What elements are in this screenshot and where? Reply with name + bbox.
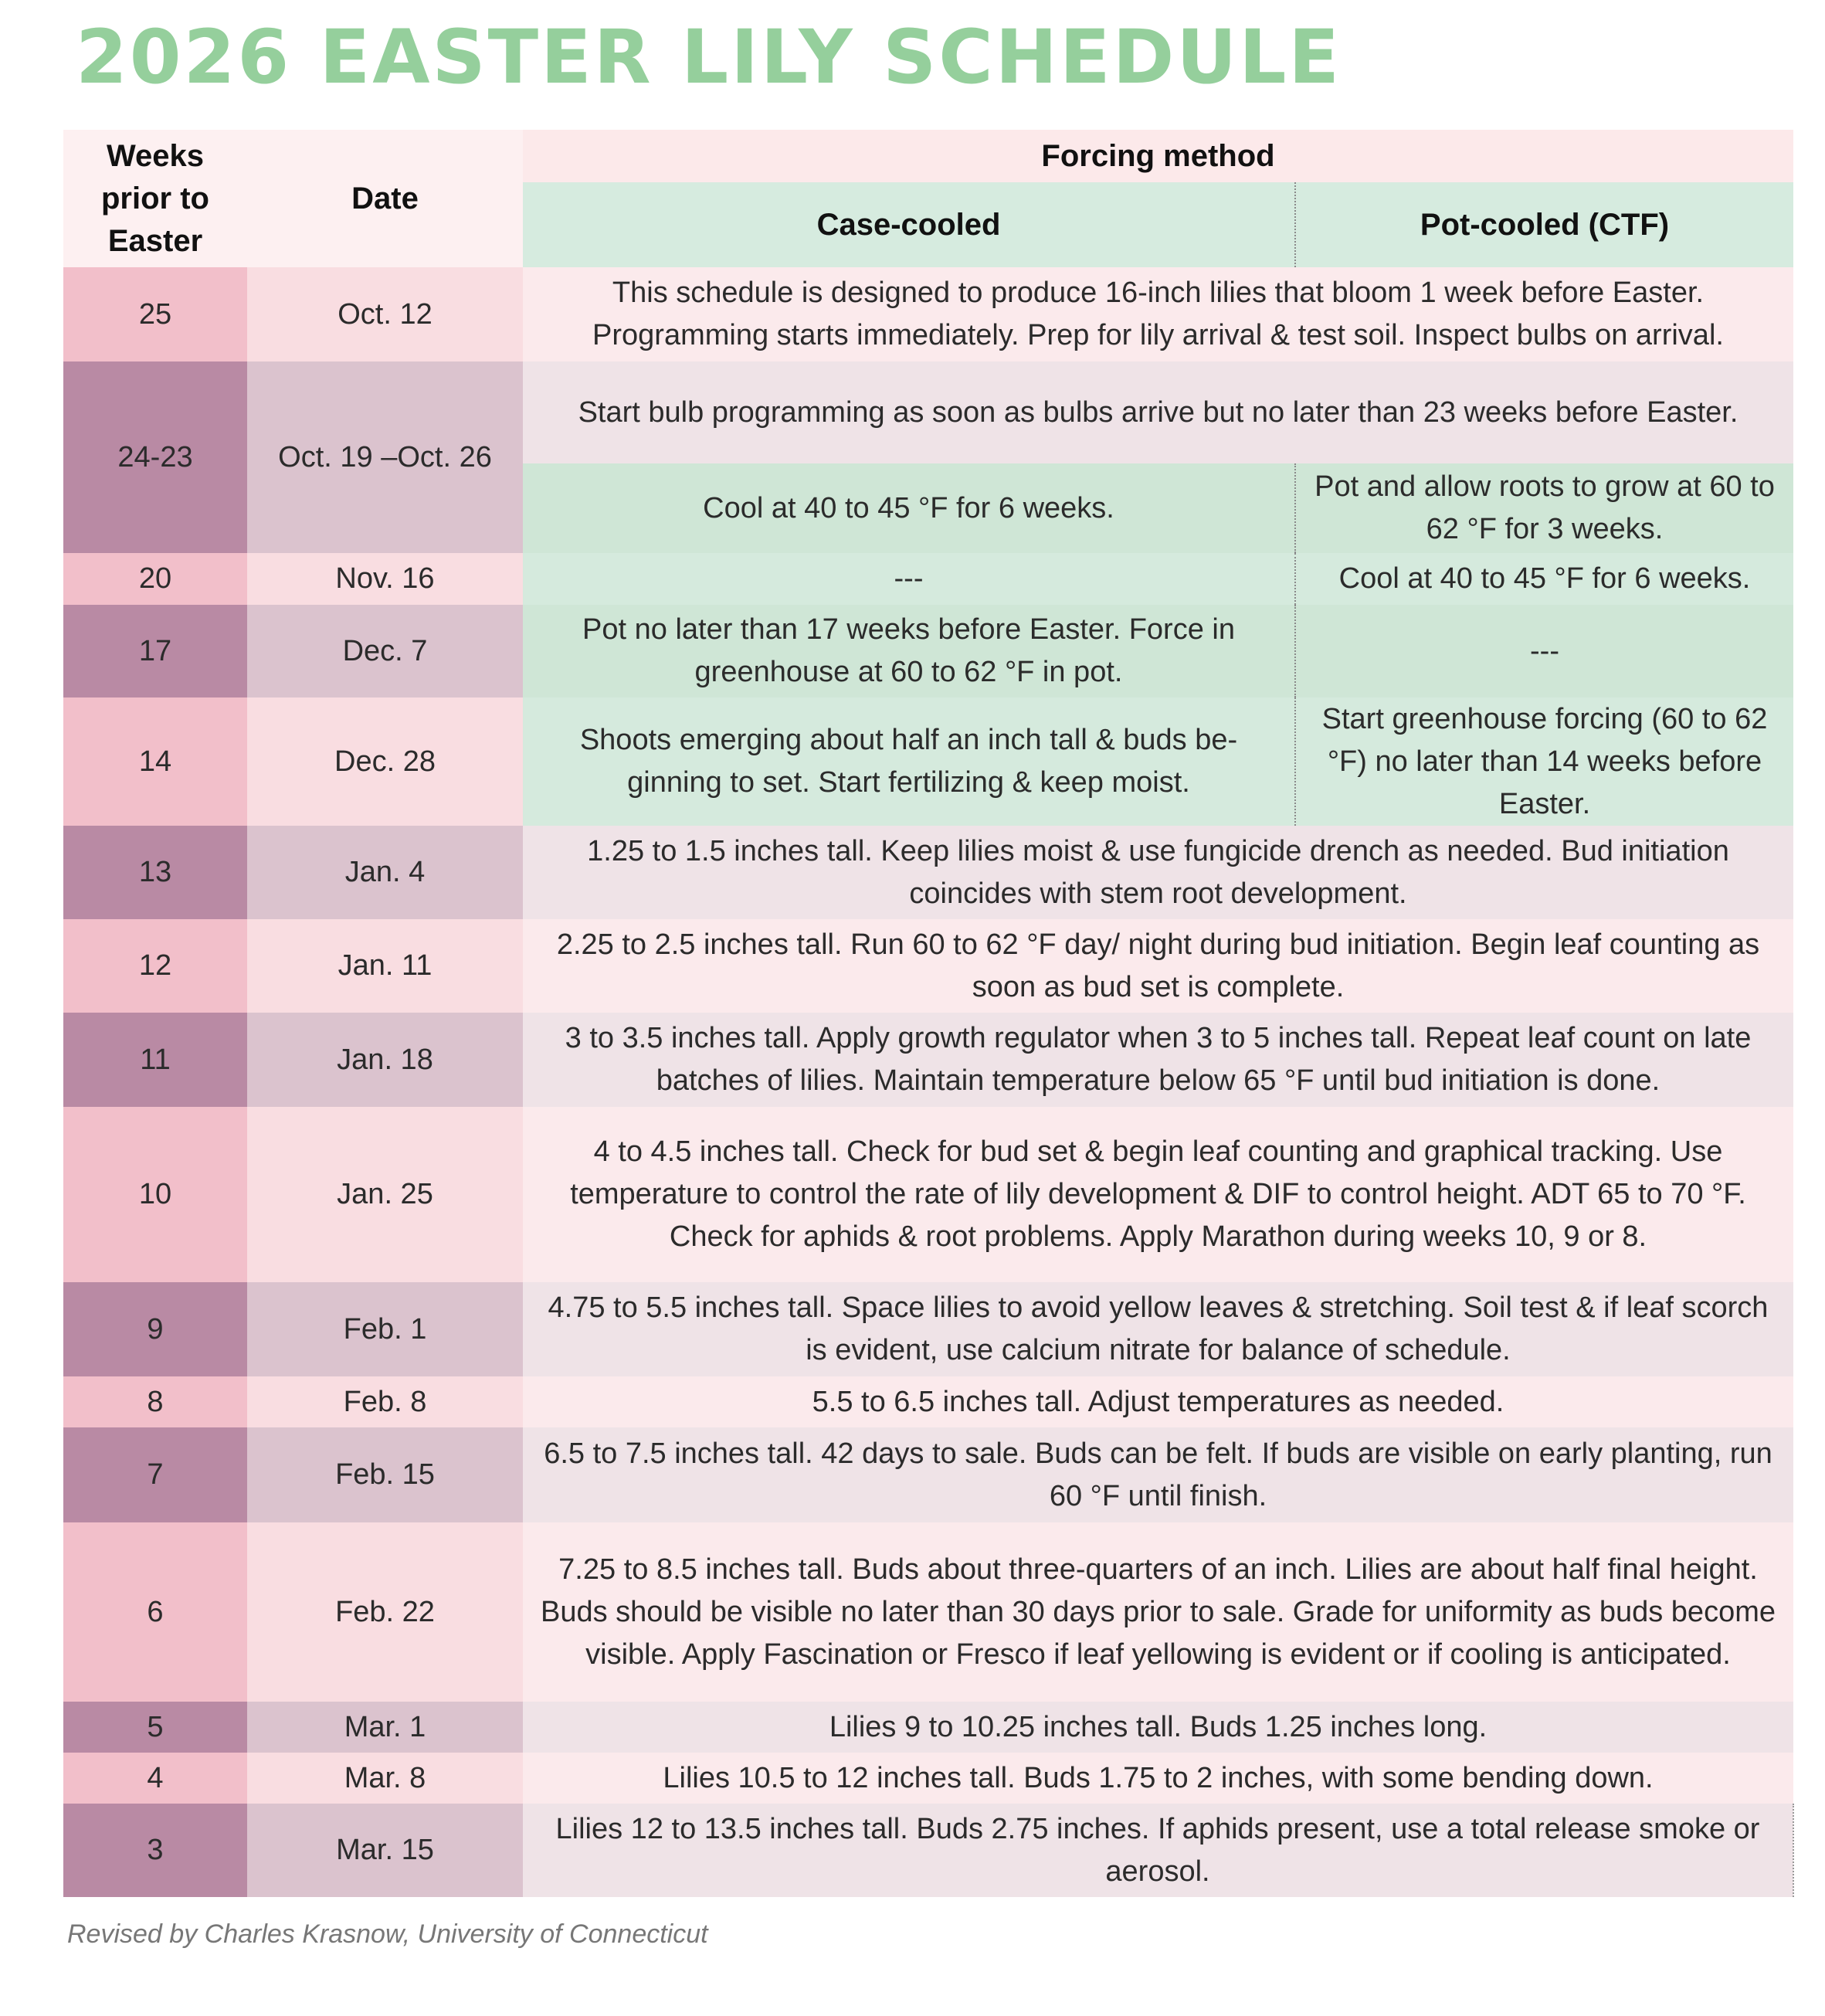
table-row [63,1282,1793,1376]
week-cell: 6 [63,1522,247,1702]
instruction-cell: Lilies 9 to 10.25 inches tall. Buds 1.25 inches long. [523,1702,1793,1753]
instruction-cell: This schedule is designed to produce 16-inch lilies that bloom 1 week before Easter. Programming starts immediately. Prep for lily arrival & test soil. Inspect bulbs on arrival. [523,267,1793,361]
week-cell: 13 [63,826,247,919]
instruction-cell: Lilies 12 to 13.5 inches tall. Buds 2.75 inches. If aphids present, use a total release smoke or aerosol. [523,1804,1793,1897]
pot-cooled-cell: Start greenhouse forcing (60 to 62 °F) no later than 14 weeks before Easter. [1295,697,1793,826]
header-pot-cooled: Pot-cooled (CTF) [1295,182,1793,267]
week-cell: 8 [63,1376,247,1427]
case-cooled-cell: Shoots emerging about half an inch tall & buds be-ginning to set. Start fertilizing & keep moist. [523,697,1295,826]
case-cooled-cell: --- [523,553,1295,605]
table-row [63,553,1793,605]
week-cell: 12 [63,919,247,1013]
week-cell: 11 [63,1013,247,1107]
week-cell: 17 [63,605,247,697]
instruction-cell: Start bulb programming as soon as bulbs arrive but no later than 23 weeks before Easter. [523,361,1793,463]
date-cell: Jan. 25 [247,1107,523,1282]
date-cell: Oct. 19 –Oct. 26 [247,361,523,553]
table-row [63,1753,1793,1804]
date-cell: Oct. 12 [247,267,523,361]
page-title: 2026 EASTER LILY SCHEDULE [76,14,1342,100]
week-cell: 25 [63,267,247,361]
credit-footnote: Revised by Charles Krasnow, University of Connecticut [67,1919,708,1949]
table-row [63,267,1793,361]
instruction-cell: 7.25 to 8.5 inches tall. Buds about three-quarters of an inch. Lilies are about half final height. Buds should be visible no later than 30 days prior to sale. Grade for uniformity as buds become visible. Apply Fascination or Fresco if leaf yellowing is evident or if cooling is anticipated. [523,1522,1793,1702]
date-cell: Jan. 18 [247,1013,523,1107]
pot-cooled-cell: Pot and allow roots to grow at 60 to 62 °F for 3 weeks. [1295,463,1793,553]
table-row [63,1376,1793,1427]
header-forcing-method: Forcing method [523,130,1793,182]
table-row [63,1804,1793,1897]
instruction-cell: 6.5 to 7.5 inches tall. 42 days to sale. Buds can be felt. If buds are visible on early planting, run 60 °F until finish. [523,1427,1793,1522]
instruction-cell: 4.75 to 5.5 inches tall. Space lilies to avoid yellow leaves & stretching. Soil test & if leaf scorch is evident, use calcium nitrate for balance of schedule. [523,1282,1793,1376]
date-cell: Dec. 28 [247,697,523,826]
pot-cooled-cell: --- [1295,605,1793,697]
header-case-cooled: Case-cooled [523,182,1295,267]
week-cell: 20 [63,553,247,605]
table-row [63,605,1793,697]
schedule-table [63,130,1794,1897]
table-row [63,1013,1793,1107]
date-cell: Feb. 15 [247,1427,523,1522]
table-row [63,826,1793,919]
header-weeks: Weeks prior to Easter [63,130,247,267]
instruction-cell: 5.5 to 6.5 inches tall. Adjust temperatures as needed. [523,1376,1793,1427]
table-row [63,1107,1793,1282]
table-row [63,1427,1793,1522]
instruction-cell: 1.25 to 1.5 inches tall. Keep lilies moist & use fungicide drench as needed. Bud initiation coincides with stem root development. [523,826,1793,919]
instruction-cell: 4 to 4.5 inches tall. Check for bud set & begin leaf counting and graphical tracking. Use temperature to control the rate of lily development & DIF to control height. ADT 65 to 70 °F. Check for aphids & root problems. Apply Marathon during weeks 10, 9 or 8. [523,1107,1793,1282]
week-cell: 10 [63,1107,247,1282]
week-cell: 4 [63,1753,247,1804]
instruction-cell: 3 to 3.5 inches tall. Apply growth regulator when 3 to 5 inches tall. Repeat leaf count on late batches of lilies. Maintain temperature below 65 °F until bud initiation is done. [523,1013,1793,1107]
date-cell: Feb. 8 [247,1376,523,1427]
week-cell: 9 [63,1282,247,1376]
table-row [63,697,1793,826]
date-cell: Jan. 4 [247,826,523,919]
table-row [63,361,1793,463]
header-date: Date [247,130,523,267]
week-cell: 24-23 [63,361,247,553]
table-row [63,1702,1793,1753]
date-cell: Mar. 15 [247,1804,523,1897]
instruction-cell: 2.25 to 2.5 inches tall. Run 60 to 62 °F day/ night during bud initiation. Begin leaf counting as soon as bud set is complete. [523,919,1793,1013]
week-cell: 5 [63,1702,247,1753]
table-row [63,919,1793,1013]
pot-cooled-cell: Cool at 40 to 45 °F for 6 weeks. [1295,553,1793,605]
date-cell: Mar. 1 [247,1702,523,1753]
date-cell: Jan. 11 [247,919,523,1013]
week-cell: 3 [63,1804,247,1897]
table-row [63,1522,1793,1702]
date-cell: Feb. 22 [247,1522,523,1702]
case-cooled-cell: Pot no later than 17 weeks before Easter. Force in greenhouse at 60 to 62 °F in pot. [523,605,1295,697]
date-cell: Feb. 1 [247,1282,523,1376]
week-cell: 7 [63,1427,247,1522]
case-cooled-cell: Cool at 40 to 45 °F for 6 weeks. [523,463,1295,553]
date-cell: Mar. 8 [247,1753,523,1804]
instruction-cell: Lilies 10.5 to 12 inches tall. Buds 1.75 to 2 inches, with some bending down. [523,1753,1793,1804]
week-cell: 14 [63,697,247,826]
date-cell: Dec. 7 [247,605,523,697]
date-cell: Nov. 16 [247,553,523,605]
